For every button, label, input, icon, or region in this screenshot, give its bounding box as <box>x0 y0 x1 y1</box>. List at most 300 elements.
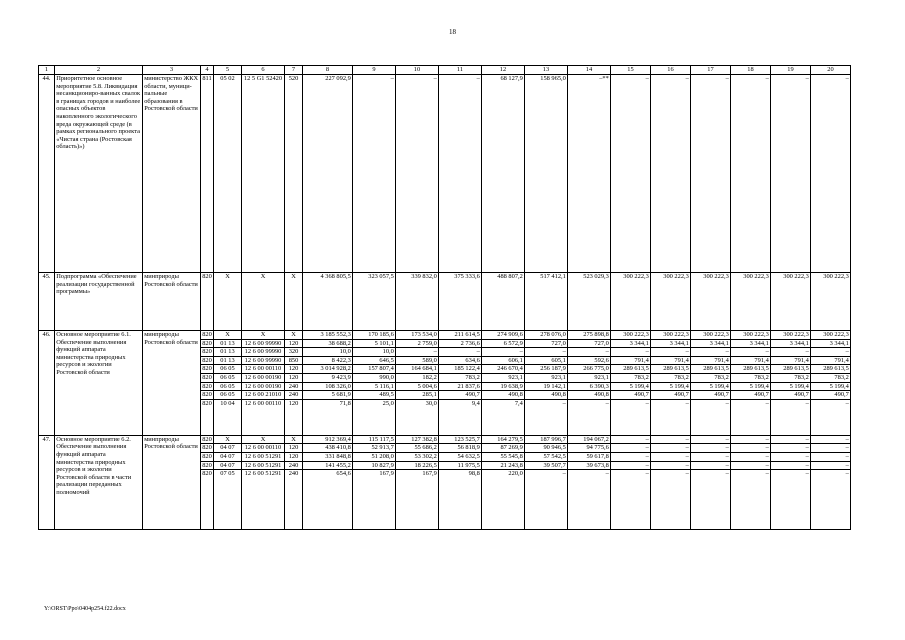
value-cell: 289 613,5 <box>811 365 851 374</box>
value-cell: 339 832,0 <box>396 273 439 331</box>
code-cell: 01 13 <box>214 348 242 357</box>
code-cell: Х <box>285 435 303 444</box>
value-cell: 8 422,3 <box>303 356 353 365</box>
code-cell: 120 <box>285 339 303 348</box>
value-cell: – <box>568 348 611 357</box>
value-cell: 300 222,3 <box>771 331 811 340</box>
value-cell: 21 837,6 <box>439 382 482 391</box>
code-cell: 120 <box>285 373 303 382</box>
table-row <box>39 273 851 331</box>
value-cell: 57 542,5 <box>525 452 568 461</box>
code-cell: 240 <box>285 382 303 391</box>
value-cell: – <box>439 348 482 357</box>
code-cell: 120 <box>285 452 303 461</box>
value-cell: 923,1 <box>568 373 611 382</box>
budget-table <box>38 65 851 530</box>
value-cell: 490,7 <box>691 391 731 400</box>
value-cell: 4 368 805,5 <box>303 273 353 331</box>
value-cell: 300 222,3 <box>691 331 731 340</box>
value-cell: 157 807,4 <box>353 365 396 374</box>
value-cell: – <box>811 470 851 530</box>
value-cell: 489,5 <box>353 391 396 400</box>
value-cell: 3 344,1 <box>731 339 771 348</box>
value-cell: 25,0 <box>353 399 396 435</box>
value-cell: – <box>611 452 651 461</box>
value-cell: 266 775,0 <box>568 365 611 374</box>
value-cell: 71,8 <box>303 399 353 435</box>
table-row <box>39 331 851 340</box>
value-cell: 194 067,2 <box>568 435 611 444</box>
value-cell: 9,4 <box>439 399 482 435</box>
header-cell: 5 <box>214 66 242 75</box>
value-cell: 3 344,1 <box>811 339 851 348</box>
code-cell: Х <box>242 273 285 331</box>
value-cell: 39 507,7 <box>525 461 568 470</box>
value-cell: – <box>611 75 651 273</box>
code-cell: 120 <box>285 365 303 374</box>
code-cell: 120 <box>285 444 303 453</box>
value-cell: 791,4 <box>731 356 771 365</box>
value-cell: – <box>651 452 691 461</box>
value-cell: 108 326,0 <box>303 382 353 391</box>
header-row <box>39 66 851 75</box>
value-cell: 300 222,3 <box>611 273 651 331</box>
code-cell: Х <box>242 331 285 340</box>
value-cell: – <box>691 452 731 461</box>
value-cell: 488 807,2 <box>482 273 525 331</box>
code-cell: 811 <box>201 75 214 273</box>
value-cell: 289 613,5 <box>731 365 771 374</box>
code-cell: Х <box>214 331 242 340</box>
value-cell: – <box>811 444 851 453</box>
value-cell: 5 199,4 <box>691 382 731 391</box>
code-cell: 04 07 <box>214 461 242 470</box>
code-cell: 820 <box>201 399 214 435</box>
value-cell: – <box>771 470 811 530</box>
value-cell: 53 302,2 <box>396 452 439 461</box>
header-cell: 12 <box>482 66 525 75</box>
value-cell: 300 222,3 <box>691 273 731 331</box>
value-cell: 285,1 <box>396 391 439 400</box>
value-cell: 2 736,6 <box>439 339 482 348</box>
value-cell: 783,2 <box>611 373 651 382</box>
value-cell: 3 344,1 <box>651 339 691 348</box>
value-cell: 783,2 <box>691 373 731 382</box>
value-cell: 141 455,2 <box>303 461 353 470</box>
code-cell: 820 <box>202 391 212 399</box>
code-cell: 820 <box>202 356 212 364</box>
value-cell: 54 632,5 <box>439 452 482 461</box>
value-cell: 164 684,1 <box>396 365 439 374</box>
code-cell: 06 05 <box>214 373 242 382</box>
header-cell: 10 <box>396 66 439 75</box>
code-cell: 10 04 <box>214 399 242 435</box>
value-cell: – <box>651 444 691 453</box>
value-cell: 278 076,0 <box>525 331 568 340</box>
code-cell: 820 <box>202 382 212 390</box>
value-cell: – <box>731 470 771 530</box>
value-cell: 300 222,3 <box>811 331 851 340</box>
value-cell: 3 344,1 <box>691 339 731 348</box>
value-cell: 11 975,5 <box>439 461 482 470</box>
code-cell: 12 6 00 99990 <box>242 348 285 357</box>
value-cell: – <box>811 452 851 461</box>
value-cell: 289 613,5 <box>691 365 731 374</box>
row-number: 45. <box>39 273 55 331</box>
value-cell: 490,7 <box>771 391 811 400</box>
header-cell: 6 <box>242 66 285 75</box>
value-cell: – <box>731 461 771 470</box>
value-cell: – <box>811 461 851 470</box>
header-cell: 9 <box>353 66 396 75</box>
value-cell: 990,0 <box>353 373 396 382</box>
value-cell: 606,1 <box>482 356 525 365</box>
value-cell: 300 222,3 <box>731 273 771 331</box>
code-cell: 12 6 00 00190 <box>242 382 285 391</box>
value-cell: 490,7 <box>611 391 651 400</box>
value-cell: 331 848,8 <box>303 452 353 461</box>
value-cell: 182,2 <box>396 373 439 382</box>
value-cell: – <box>611 435 651 444</box>
value-cell: – <box>731 435 771 444</box>
value-cell: – <box>691 399 731 435</box>
executor-name: минприроды Ростовской области <box>143 273 201 331</box>
value-cell: – <box>568 470 611 530</box>
value-cell: 185 122,4 <box>439 365 482 374</box>
value-cell: 211 614,5 <box>439 331 482 340</box>
value-cell: – <box>525 399 568 435</box>
code-cell: 820 <box>202 461 212 469</box>
value-cell: 187 996,7 <box>525 435 568 444</box>
value-cell: 30,0 <box>396 399 439 435</box>
value-cell: – <box>651 399 691 435</box>
value-cell: – <box>396 348 439 357</box>
code-cell: 820 <box>202 348 212 356</box>
value-cell: 10 827,9 <box>353 461 396 470</box>
value-cell: – <box>611 470 651 530</box>
value-cell: 164 279,5 <box>482 435 525 444</box>
value-cell: 490,7 <box>731 391 771 400</box>
measure-name: Подпрограмма «Обеспечение реализации государственной программы» <box>55 273 143 331</box>
value-cell: 300 222,3 <box>731 331 771 340</box>
value-cell: 791,4 <box>611 356 651 365</box>
value-cell: – <box>651 470 691 530</box>
value-cell: 55 545,8 <box>482 452 525 461</box>
value-cell: 791,4 <box>771 356 811 365</box>
code-cell: 05 02 <box>214 75 242 273</box>
code-cell: 120 <box>285 399 303 435</box>
value-cell: 783,2 <box>651 373 691 382</box>
value-cell: – <box>691 435 731 444</box>
value-cell: – <box>771 452 811 461</box>
value-cell: 289 613,5 <box>771 365 811 374</box>
value-cell: – <box>611 399 651 435</box>
value-cell: 517 412,1 <box>525 273 568 331</box>
table-row <box>39 435 851 444</box>
value-cell: 227 092,9 <box>303 75 353 273</box>
value-cell: 3 014 928,2 <box>303 365 353 374</box>
value-cell: 783,2 <box>771 373 811 382</box>
header-cell: 11 <box>439 66 482 75</box>
code-cell: 820 <box>202 435 212 443</box>
value-cell: 59 617,8 <box>568 452 611 461</box>
page-number: 18 <box>449 28 456 36</box>
value-cell: – <box>651 75 691 273</box>
header-cell: 4 <box>201 66 214 75</box>
value-cell: 18 226,5 <box>396 461 439 470</box>
value-cell: – <box>439 75 482 273</box>
value-cell: – <box>568 399 611 435</box>
value-cell: 634,6 <box>439 356 482 365</box>
measure-name: Приоритетное основное мероприятие 5.8. Ликвидация несанкциониро-ванных свалок в границах городов и наиболее опасных объектов накопленного экологического вреда окружающей среде (в рамках регионального проекта «Чистая страна (Ростовская область)») <box>55 75 143 273</box>
code-cell: 240 <box>285 391 303 400</box>
value-cell: 173 534,0 <box>396 331 439 340</box>
value-cell: 791,4 <box>691 356 731 365</box>
code-cell: Х <box>242 435 285 444</box>
value-cell: – <box>771 348 811 357</box>
value-cell: 5 681,9 <box>303 391 353 400</box>
value-cell: 170 185,6 <box>353 331 396 340</box>
value-cell: – <box>611 461 651 470</box>
code-cell: 12 6 00 00190 <box>242 373 285 382</box>
value-cell: – <box>731 452 771 461</box>
value-cell: 727,0 <box>525 339 568 348</box>
header-cell: 16 <box>651 66 691 75</box>
value-cell: – <box>691 75 731 273</box>
value-cell: 791,4 <box>651 356 691 365</box>
value-cell: 246 670,4 <box>482 365 525 374</box>
code-cell: 320 <box>285 348 303 357</box>
code-cell: 12 6 00 51291 <box>242 452 285 461</box>
value-cell: – <box>731 348 771 357</box>
value-cell: 7,4 <box>482 399 525 435</box>
header-cell: 18 <box>731 66 771 75</box>
header-cell: 15 <box>611 66 651 75</box>
executor-name: министерство ЖКХ области, муници-пальные образования в Ростовской области <box>143 75 201 273</box>
value-cell: – <box>482 348 525 357</box>
footer-file-path: Y:\ORST\Ppo\0404p254.f22.docx <box>44 606 126 612</box>
value-cell: 127 382,8 <box>396 435 439 444</box>
value-cell: –** <box>568 75 611 273</box>
value-cell: 654,6 <box>303 470 353 530</box>
value-cell: 592,6 <box>568 356 611 365</box>
code-cell: 12 6 00 51291 <box>242 470 285 530</box>
row-number: 47. <box>39 435 55 529</box>
code-cell: Х <box>285 273 303 331</box>
value-cell: 39 673,8 <box>568 461 611 470</box>
header-cell: 3 <box>143 66 201 75</box>
value-cell: – <box>771 461 811 470</box>
value-cell: 21 243,8 <box>482 461 525 470</box>
value-cell: 6 390,3 <box>568 382 611 391</box>
value-cell: 438 410,8 <box>303 444 353 453</box>
value-cell: – <box>771 435 811 444</box>
value-cell: 300 222,3 <box>771 273 811 331</box>
value-cell: 9 423,9 <box>303 373 353 382</box>
value-cell: 5 116,1 <box>353 382 396 391</box>
code-cell: 04 07 <box>214 444 242 453</box>
value-cell: 5 199,4 <box>651 382 691 391</box>
code-cell: 01 13 <box>214 339 242 348</box>
code-cell: 12 6 00 99990 <box>242 339 285 348</box>
value-cell: 289 613,5 <box>651 365 691 374</box>
value-cell: 300 222,3 <box>651 331 691 340</box>
value-cell: – <box>731 399 771 435</box>
header-cell: 17 <box>691 66 731 75</box>
row-number: 44. <box>39 75 55 273</box>
value-cell: 98,8 <box>439 470 482 530</box>
value-cell: 490,7 <box>439 391 482 400</box>
header-cell: 1 <box>39 66 55 75</box>
value-cell: – <box>771 444 811 453</box>
value-cell: – <box>525 470 568 530</box>
header-cell: 13 <box>525 66 568 75</box>
value-cell: 490,8 <box>525 391 568 400</box>
value-cell: – <box>611 348 651 357</box>
value-cell: 123 525,7 <box>439 435 482 444</box>
code-cell: 820 <box>201 470 214 530</box>
value-cell: – <box>811 348 851 357</box>
value-cell: 94 775,6 <box>568 444 611 453</box>
code-cell: 850 <box>285 356 303 365</box>
value-cell: 10,0 <box>353 348 396 357</box>
value-cell: 115 117,5 <box>353 435 396 444</box>
measure-name: Основное мероприятие 6.1. Обеспечение выполнения функций аппарата министерства природных ресурсов и экологии Ростовской области <box>55 331 143 436</box>
value-cell: 19 142,1 <box>525 382 568 391</box>
code-cell: 12 5 G1 52420 <box>242 75 285 273</box>
executor-name: минприроды Ростовской области <box>143 331 201 436</box>
value-cell: 727,0 <box>568 339 611 348</box>
value-cell: – <box>651 461 691 470</box>
code-cell: 520 <box>285 75 303 273</box>
table-row <box>39 75 851 273</box>
value-cell: 300 222,3 <box>811 273 851 331</box>
header-cell: 14 <box>568 66 611 75</box>
value-cell: 490,7 <box>811 391 851 400</box>
value-cell: 646,5 <box>353 356 396 365</box>
value-cell: – <box>396 75 439 273</box>
value-cell: 2 759,0 <box>396 339 439 348</box>
value-cell: 589,0 <box>396 356 439 365</box>
value-cell: 5 101,1 <box>353 339 396 348</box>
value-cell: 90 946,5 <box>525 444 568 453</box>
code-cell: 06 05 <box>214 382 242 391</box>
value-cell: 300 222,3 <box>611 331 651 340</box>
value-cell: – <box>771 75 811 273</box>
value-cell: 490,7 <box>651 391 691 400</box>
value-cell: 3 185 552,3 <box>303 331 353 340</box>
value-cell: 167,9 <box>396 470 439 530</box>
value-cell: 68 127,9 <box>482 75 525 273</box>
value-cell: 274 909,6 <box>482 331 525 340</box>
code-cell: 820 <box>202 365 212 373</box>
code-cell: Х <box>214 435 242 444</box>
value-cell: 791,4 <box>811 356 851 365</box>
value-cell: 52 913,7 <box>353 444 396 453</box>
value-cell: 87 269,9 <box>482 444 525 453</box>
value-cell: – <box>651 348 691 357</box>
value-cell: 220,0 <box>482 470 525 530</box>
code-cell: 820 <box>201 273 214 331</box>
value-cell: 923,1 <box>525 373 568 382</box>
code-cell: 820 <box>202 444 212 452</box>
value-cell: 56 818,9 <box>439 444 482 453</box>
value-cell: 158 965,0 <box>525 75 568 273</box>
value-cell: 783,2 <box>811 373 851 382</box>
value-cell: 289 613,5 <box>611 365 651 374</box>
code-cell: 820 <box>202 339 212 347</box>
value-cell: – <box>691 444 731 453</box>
value-cell: – <box>691 348 731 357</box>
code-cell: 12 6 00 51291 <box>242 461 285 470</box>
value-cell: – <box>731 75 771 273</box>
value-cell: – <box>691 470 731 530</box>
value-cell: – <box>811 399 851 435</box>
row-number: 46. <box>39 331 55 436</box>
value-cell: – <box>811 435 851 444</box>
value-cell: 923,1 <box>482 373 525 382</box>
value-cell: 323 057,5 <box>353 273 396 331</box>
code-cell: 12 6 00 00110 <box>242 399 285 435</box>
value-cell: 912 369,4 <box>303 435 353 444</box>
code-cell: 12 6 00 00110 <box>242 444 285 453</box>
code-cell: Х <box>214 273 242 331</box>
value-cell: 51 208,0 <box>353 452 396 461</box>
value-cell: 490,8 <box>568 391 611 400</box>
value-cell: – <box>691 461 731 470</box>
code-cell: 820 <box>202 373 212 381</box>
code-cell: 240 <box>285 470 303 530</box>
value-cell: 55 686,2 <box>396 444 439 453</box>
value-cell: 5 199,4 <box>811 382 851 391</box>
header-cell: 7 <box>285 66 303 75</box>
value-cell: 3 344,1 <box>611 339 651 348</box>
value-cell: 490,8 <box>482 391 525 400</box>
value-cell: – <box>525 348 568 357</box>
value-cell: 5 199,4 <box>771 382 811 391</box>
value-cell: – <box>771 399 811 435</box>
value-cell: 605,1 <box>525 356 568 365</box>
header-cell: 19 <box>771 66 811 75</box>
value-cell: – <box>353 75 396 273</box>
code-cell: 01 13 <box>214 356 242 365</box>
value-cell: 167,9 <box>353 470 396 530</box>
header-cell: 8 <box>303 66 353 75</box>
value-cell: 6 572,9 <box>482 339 525 348</box>
measure-name: Основное мероприятие 6.2. Обеспечение выполнения функций аппарата министерства природных ресурсов и экологии Ростовской области в части реализации переданных полномочий <box>55 435 143 529</box>
value-cell: 19 638,9 <box>482 382 525 391</box>
code-cell: 12 6 00 99990 <box>242 356 285 365</box>
code-cell: 12 6 00 21010 <box>242 391 285 400</box>
code-cell: 820 <box>202 452 212 460</box>
value-cell: 523 029,3 <box>568 273 611 331</box>
value-cell: 3 344,1 <box>771 339 811 348</box>
header-cell: 20 <box>811 66 851 75</box>
value-cell: 256 187,9 <box>525 365 568 374</box>
code-cell: Х <box>285 331 303 340</box>
value-cell: 5 199,4 <box>731 382 771 391</box>
value-cell: – <box>731 444 771 453</box>
value-cell: 783,2 <box>439 373 482 382</box>
code-cell: 820 <box>202 331 212 338</box>
header-cell: 2 <box>55 66 143 75</box>
value-cell: 375 333,6 <box>439 273 482 331</box>
value-cell: 300 222,3 <box>651 273 691 331</box>
executor-name: минприроды Ростовской области <box>143 435 201 529</box>
code-cell: 06 05 <box>214 365 242 374</box>
code-cell: 04 07 <box>214 452 242 461</box>
value-cell: 38 688,2 <box>303 339 353 348</box>
